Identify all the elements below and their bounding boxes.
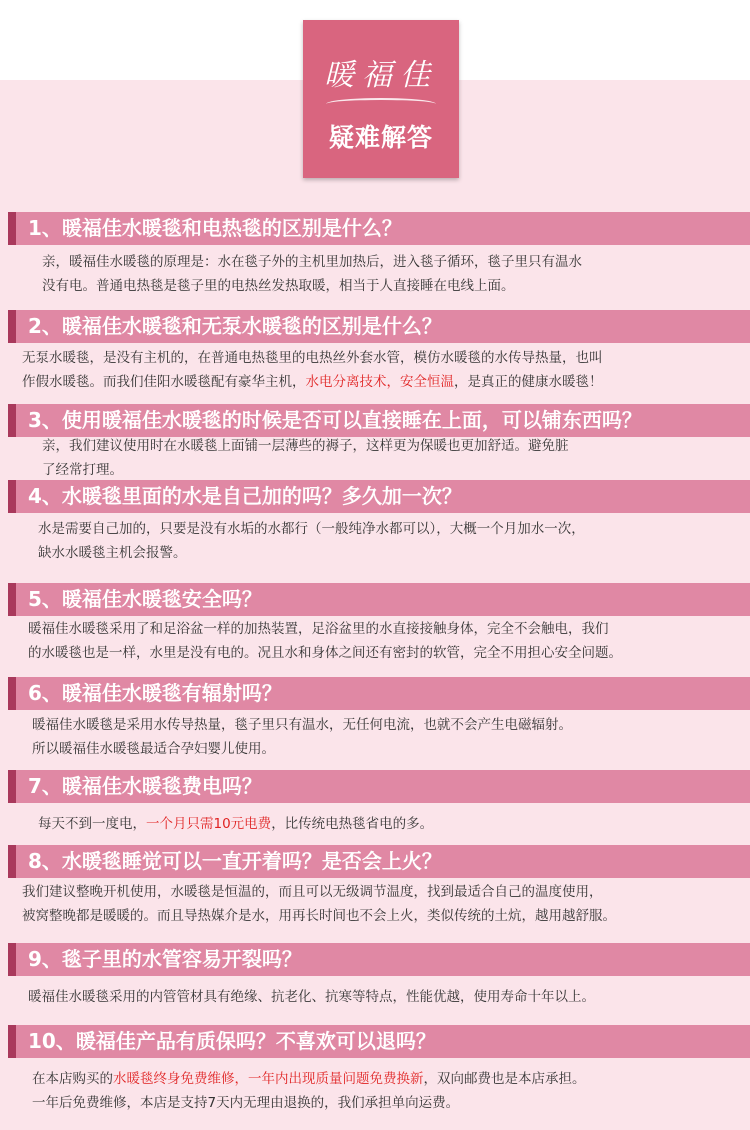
answer-line bbox=[42, 434, 742, 458]
answer-text bbox=[32, 1067, 732, 1115]
question-bar bbox=[8, 845, 750, 878]
answer-segment: 没有电。普通电热毯是毯子里的电热丝发热取暖，相当于人直接睡在电线上面。 bbox=[42, 278, 515, 294]
answer-segment: 暖福佳水暖毯采用了和足浴盆一样的加热装置，足浴盆里的水直接接触身体，完全不会触电，我们 bbox=[28, 621, 609, 637]
question-title: 7、暖福佳水暖毯费电吗？ bbox=[28, 774, 262, 798]
question-bar-accent bbox=[8, 845, 16, 878]
question-bar-accent bbox=[8, 404, 16, 437]
answer-segment: 水是需要自己加的，只要是没有水垢的水都行（一般纯净水都可以），大概一个月加水一次， bbox=[38, 521, 585, 537]
answer-text bbox=[28, 985, 728, 1009]
answer-text bbox=[22, 346, 722, 394]
answer-segment: ，双向邮费也是本店承担。 bbox=[423, 1071, 586, 1087]
answer-segment: 缺水水暖毯主机会报警。 bbox=[38, 545, 187, 561]
answer-segment: 一年后免费维修，本店是支持7天内无理由退换的，我们承担单向运费。 bbox=[32, 1095, 460, 1111]
answer-segment: 无泵水暖毯，是没有主机的，在普通电热毯里的电热丝外套水管，模仿水暖毯的水传导热量，也叫 bbox=[22, 350, 603, 366]
answer-segment: ，是真正的健康水暖毯！ bbox=[454, 374, 603, 390]
question-bar bbox=[8, 1025, 750, 1058]
answer-segment: 被窝整晚都是暖暖的。而且导热媒介是水，用再长时间也不会上火，类似传统的土炕，越用越舒服。 bbox=[22, 908, 616, 924]
question-bar-accent bbox=[8, 583, 16, 616]
question-title: 5、暖福佳水暖毯安全吗？ bbox=[28, 587, 262, 611]
answer-line bbox=[22, 370, 722, 394]
answer-line bbox=[22, 346, 722, 370]
answer-line bbox=[38, 812, 738, 836]
question-bar bbox=[8, 310, 750, 343]
question-bar bbox=[8, 480, 750, 513]
answer-segment: 亲，我们建议使用时在水暖毯上面铺一层薄些的褥子，这样更为保暖也更加舒适。避免脏 bbox=[42, 438, 569, 454]
answer-segment: 在本店购买的 bbox=[32, 1071, 113, 1087]
answer-line bbox=[22, 880, 722, 904]
answer-line bbox=[32, 1067, 732, 1091]
question-bar bbox=[8, 943, 750, 976]
question-title: 9、毯子里的水管容易开裂吗？ bbox=[28, 947, 302, 971]
question-bar bbox=[8, 583, 750, 616]
answer-segment: 的水暖毯也是一样，水里是没有电的。况且水和身体之间还有密封的软管，完全不用担心安全问题。 bbox=[28, 645, 622, 661]
highlight-text: 水暖毯终身免费维修，一年内出现质量问题免费换新 bbox=[113, 1071, 424, 1087]
brand-logo-text: 暖福佳 bbox=[324, 58, 438, 93]
answer-text bbox=[38, 812, 738, 836]
answer-text bbox=[38, 517, 738, 565]
answer-line bbox=[42, 250, 742, 274]
answer-segment: 亲，暖福佳水暖毯的原理是：水在毯子外的主机里加热后，进入毯子循环，毯子里只有温水 bbox=[42, 254, 582, 270]
question-bar-accent bbox=[8, 212, 16, 245]
question-bar-accent bbox=[8, 480, 16, 513]
answer-line bbox=[22, 904, 722, 928]
answer-segment: 我们建议整晚开机使用，水暖毯是恒温的，而且可以无级调节温度，找到最适合自己的温度使用， bbox=[22, 884, 603, 900]
answer-line bbox=[38, 541, 738, 565]
question-bar-accent bbox=[8, 310, 16, 343]
brand-swoosh-decoration bbox=[326, 98, 436, 110]
answer-text bbox=[32, 713, 732, 761]
question-bar bbox=[8, 677, 750, 710]
highlight-text: 水电分离技术，安全恒温 bbox=[305, 374, 454, 390]
question-bar-accent bbox=[8, 1025, 16, 1058]
question-bar-accent bbox=[8, 770, 16, 803]
answer-line bbox=[28, 617, 728, 641]
answer-segment: ，比传统电热毯省电的多。 bbox=[271, 816, 434, 832]
question-title: 2、暖福佳水暖毯和无泵水暖毯的区别是什么？ bbox=[28, 314, 442, 338]
answer-text bbox=[42, 434, 742, 482]
answer-line bbox=[32, 737, 732, 761]
answer-segment: 所以暖福佳水暖毯最适合孕妇婴儿使用。 bbox=[32, 741, 275, 757]
question-title: 8、水暖毯睡觉可以一直开着吗？是否会上火？ bbox=[28, 849, 442, 873]
question-title: 1、暖福佳水暖毯和电热毯的区别是什么？ bbox=[28, 216, 402, 240]
answer-line bbox=[28, 641, 728, 665]
answer-text bbox=[42, 250, 742, 298]
answer-line bbox=[28, 985, 728, 1009]
highlight-text: 一个月只需10元电费 bbox=[146, 816, 272, 832]
answer-line bbox=[38, 517, 738, 541]
answer-line bbox=[32, 713, 732, 737]
answer-line bbox=[42, 458, 742, 482]
question-title: 10、暖福佳产品有质保吗？不喜欢可以退吗？ bbox=[28, 1029, 436, 1053]
question-title: 6、暖福佳水暖毯有辐射吗？ bbox=[28, 681, 282, 705]
question-bar-accent bbox=[8, 943, 16, 976]
question-title: 3、使用暖福佳水暖毯的时候是否可以直接睡在上面，可以铺东西吗？ bbox=[28, 408, 642, 432]
question-bar-accent bbox=[8, 677, 16, 710]
page-title: 疑难解答 bbox=[328, 123, 433, 152]
answer-text bbox=[28, 617, 728, 665]
answer-text bbox=[22, 880, 722, 928]
question-bar bbox=[8, 212, 750, 245]
question-title: 4、水暖毯里面的水是自己加的吗？多久加一次？ bbox=[28, 484, 462, 508]
answer-segment: 每天不到一度电， bbox=[38, 816, 146, 832]
answer-segment: 暖福佳水暖毯采用的内管管材具有绝缘、抗老化、抗寒等特点，性能优越，使用寿命十年以上。 bbox=[28, 989, 595, 1005]
answer-line bbox=[42, 274, 742, 298]
answer-segment: 作假水暖毯。而我们佳阳水暖毯配有豪华主机， bbox=[22, 374, 306, 390]
answer-line bbox=[32, 1091, 732, 1115]
question-bar bbox=[8, 404, 750, 437]
question-bar bbox=[8, 770, 750, 803]
header-badge bbox=[303, 20, 459, 178]
answer-segment: 了经常打理。 bbox=[42, 462, 123, 478]
answer-segment: 暖福佳水暖毯是采用水传导热量，毯子里只有温水，无任何电流，也就不会产生电磁辐射。 bbox=[32, 717, 572, 733]
